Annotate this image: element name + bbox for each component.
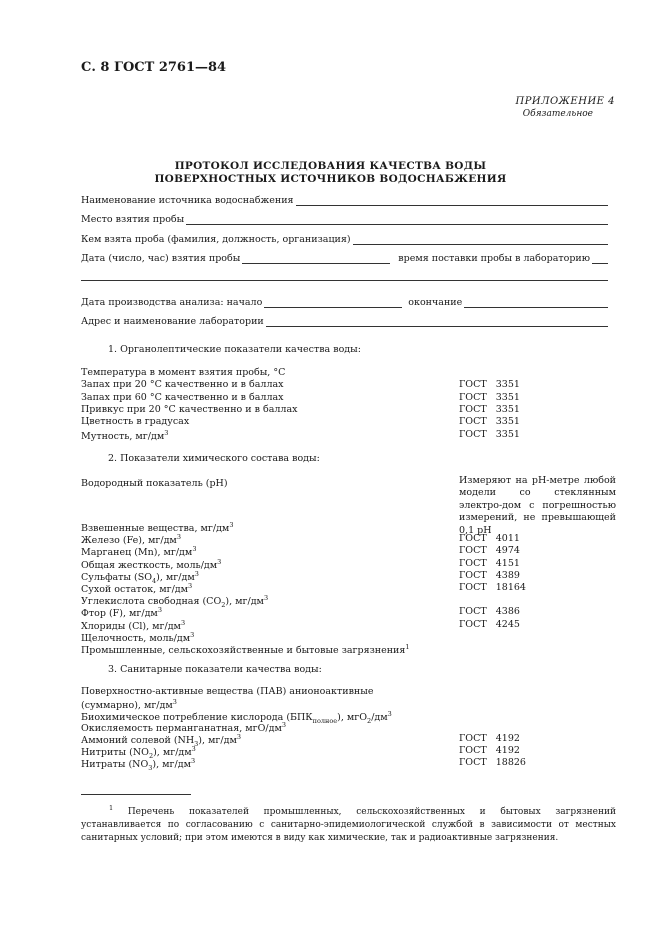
taken-by-line	[353, 235, 608, 245]
row-superscript: 3	[157, 606, 162, 615]
section2-row-gost: ГОСТ 18164	[459, 582, 526, 593]
section1-row-name	[81, 416, 189, 427]
row-text: Нитриты (NO	[81, 747, 149, 759]
row-superscript: 3	[229, 521, 234, 529]
row-text: Сульфаты (SO	[81, 571, 153, 583]
row-text: Запах при 60 °С качественно и в баллах	[81, 391, 284, 403]
row-text: Мутность, мг/дм	[81, 430, 165, 442]
section2-row-gost: ГОСТ 4386	[459, 606, 520, 618]
row-text: ), мг/дм	[152, 758, 191, 770]
row-text: Марганец (Mn), мг/дм	[81, 547, 193, 559]
row-text: Промышленные, сельскохозяйственные и бытовые загрязнения	[81, 645, 406, 657]
row-text: Поверхностно-активные вещества (ПАВ) анионоактивные	[81, 686, 374, 697]
row-text: ), мг/дм	[198, 735, 237, 747]
analysis-end-label: окончание	[408, 297, 463, 308]
row-text: (суммарно), мг/дм	[81, 699, 173, 711]
footnote	[81, 802, 616, 845]
section2-row-name	[81, 521, 233, 534]
row-superscript: 3	[188, 582, 193, 590]
row-text: ), мг/дм	[225, 596, 264, 608]
row-superscript: 3	[164, 428, 169, 437]
section2-row-gost: ГОСТ 4974	[459, 545, 520, 557]
section3-row-name	[81, 757, 195, 772]
row-subscript: полное	[312, 716, 338, 725]
row-subscript: 2	[221, 601, 226, 610]
section2-row-gost: ГОСТ 4389	[459, 569, 520, 581]
section2-row-gost: ГОСТ 4151	[459, 557, 520, 569]
source-name-field[interactable]	[81, 195, 608, 206]
date-taken-field[interactable]	[81, 253, 608, 264]
row-superscript: 3	[190, 756, 196, 765]
section3-title: 3. Санитарные показатели качества воды:	[108, 664, 322, 675]
taken-by-field[interactable]	[81, 234, 608, 245]
section1-row-gost: ГОСТ 3351	[459, 403, 520, 415]
row-text: Сухой остаток, мг/дм	[81, 584, 189, 596]
row-superscript: 3	[236, 733, 241, 742]
analysis-start-line	[264, 298, 402, 308]
protocol-title-line1: ПРОТОКОЛ ИССЛЕДОВАНИЯ КАЧЕСТВА ВОДЫ	[174, 160, 487, 172]
section1-row-name	[81, 404, 297, 415]
protocol-title-line2: ПОВЕРХНОСТНЫХ ИСТОЧНИКОВ ВОДОСНАБЖЕНИЯ	[154, 173, 507, 185]
row-subscript: 2	[148, 752, 154, 761]
row-subscript: 3	[148, 763, 153, 772]
row-superscript: 3	[172, 697, 177, 706]
row-text: Температура в момент взятия пробы, °С	[81, 367, 286, 378]
section2-row-name	[81, 631, 194, 644]
appendix-status: Обязательное	[522, 109, 593, 119]
row-text: Углекислота свободная (CO	[81, 596, 222, 608]
footnote-separator	[81, 794, 191, 795]
row-superscript: 3	[387, 709, 392, 718]
row-superscript: 3	[281, 721, 286, 730]
row-superscript: 3	[176, 533, 181, 542]
ph-measure-note: Измеряют на рН-метре любой модели со стеклянным электро-дом с погрешностью измерений, не превышающей 0,1 рН	[459, 475, 616, 536]
section3-row-gost: ГОСТ 18826	[459, 756, 526, 768]
row-text: Хлориды (Cl), мг/дм	[81, 620, 181, 632]
row-text: Общая жесткость, моль/дм	[81, 559, 218, 571]
analysis-end-line	[464, 298, 608, 308]
row-superscript: 3	[180, 618, 186, 627]
section2-title: 2. Показатели химического состава воды:	[108, 453, 320, 464]
row-text: Нитраты (NO	[81, 758, 149, 770]
row-subscript: 4	[152, 576, 157, 585]
source-name-line	[296, 196, 608, 206]
row-text: Привкус при 20 °С качественно и в баллах	[81, 403, 298, 415]
row-text: /дм	[371, 711, 388, 723]
date-delivered-line	[592, 254, 608, 264]
date-delivered-label: время поставки пробы в лабораторию	[398, 253, 591, 264]
date-taken-line	[242, 254, 390, 264]
row-superscript: 1	[405, 643, 410, 651]
footnote-text: Перечень показателей промышленных, сельскохозяйственных и бытовых загрязнений устанавливается по согласованию с санитарно-эпидемиологической службой в зависимости от местных санитарных условий; при этом имеются в виду как химические, так и радиоактивные загрязнения.	[81, 807, 616, 843]
page-header: С. 8 ГОСТ 2761—84	[81, 60, 227, 75]
row-subscript: 2	[367, 716, 372, 725]
footnote-mark: 1	[109, 804, 114, 812]
section2-row-name	[81, 533, 181, 546]
sampling-place-line	[186, 215, 608, 225]
section2-row-name	[81, 606, 162, 619]
section2-row-name	[81, 558, 221, 571]
row-superscript: 3	[190, 630, 195, 639]
row-text: Взвешенные вещества, мг/дм	[81, 523, 230, 535]
row-superscript: 3	[192, 545, 197, 554]
row-text: ), мг/дм	[153, 747, 192, 759]
taken-by-label: Кем взята проба (фамилия, должность, организация)	[81, 234, 351, 245]
row-superscript: 3	[194, 569, 199, 578]
sampling-place-label: Место взятия пробы	[81, 214, 185, 225]
section2-row-gost: ГОСТ 4011	[459, 533, 520, 545]
row-text: ), мг/дм	[156, 571, 195, 583]
row-superscript: 3	[217, 557, 222, 566]
row-text: Аммоний солевой (NH	[81, 735, 195, 747]
extra-blank-line[interactable]	[81, 280, 608, 281]
lab-address-line	[266, 317, 608, 327]
section2-row-name	[81, 643, 410, 656]
row-superscript: 3	[191, 745, 196, 753]
section3-row-name	[81, 686, 373, 697]
row-text: Биохимическое потребление кислорода (БПК	[81, 711, 313, 723]
section1-row-gost: ГОСТ 3351	[459, 416, 520, 428]
section3-row-gost: ГОСТ 4192	[459, 745, 520, 756]
section1-row-name	[81, 392, 284, 403]
section2-row-name	[81, 619, 185, 632]
sampling-place-field[interactable]	[81, 214, 608, 225]
date-taken-label: Дата (число, час) взятия пробы	[81, 253, 241, 264]
section2-row-name	[81, 545, 196, 558]
section1-row-gost: ГОСТ 3351	[459, 391, 520, 403]
row-superscript: 3	[263, 594, 269, 603]
analysis-start-label: Дата производства анализа: начало	[81, 297, 263, 308]
section1-row-gost: ГОСТ 3351	[459, 379, 520, 391]
ph-indicator: Водородный показатель (рН)	[81, 478, 228, 489]
analysis-date-field[interactable]	[81, 297, 608, 308]
section1-row-name	[81, 429, 168, 442]
section1-row-gost: ГОСТ 3351	[459, 428, 520, 440]
row-text: Цветность в градусах	[81, 416, 190, 428]
row-text: Окисляемость перманганатная, мгO/дм	[81, 723, 282, 735]
section2-row-name	[81, 582, 192, 595]
section2-row-gost: ГОСТ 4245	[459, 618, 520, 630]
lab-address-label: Адрес и наименование лаборатории	[81, 316, 264, 327]
lab-address-field[interactable]	[81, 316, 608, 327]
row-subscript: 3	[194, 740, 199, 749]
section3-row-gost: ГОСТ 4192	[459, 733, 520, 745]
row-text: Железо (Fe), мг/дм	[81, 535, 177, 547]
section1-title: 1. Органолептические показатели качества воды:	[108, 344, 361, 355]
row-text: ), мгO	[337, 711, 368, 723]
section1-row-name	[81, 367, 285, 378]
row-text: Щелочность, моль/дм	[81, 632, 191, 644]
row-text: Запах при 20 °С качественно и в баллах	[81, 379, 284, 391]
appendix-label: ПРИЛОЖЕНИЕ 4	[515, 96, 615, 107]
row-text: Фтор (F), мг/дм	[81, 608, 158, 620]
source-name-label: Наименование источника водоснабжения	[81, 195, 294, 206]
section1-row-name	[81, 379, 284, 390]
